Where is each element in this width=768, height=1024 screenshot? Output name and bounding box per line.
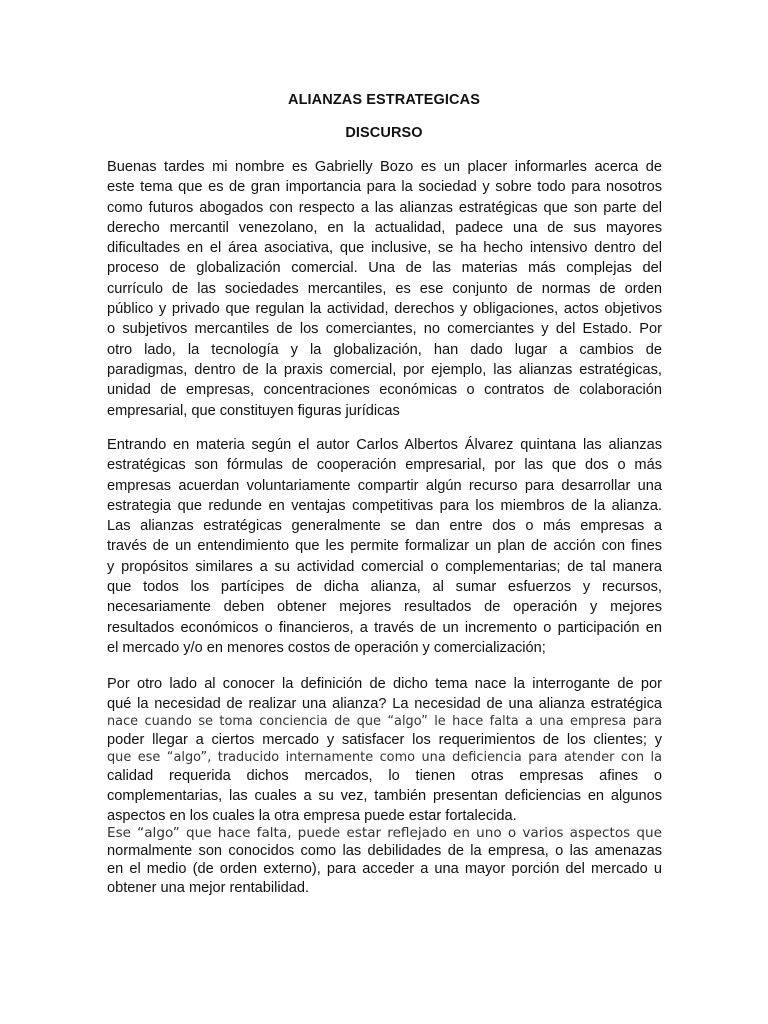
paragraph-line: este tema que es de gran importancia para la sociedad y sobre todo para nosotros xyxy=(107,179,662,196)
paragraph-line: que ese “algo”, traducido internamente como una deficiencia para atender con la xyxy=(107,750,662,766)
paragraph-line: dificultades en el área asociativa, que inclusive, se ha hecho intensivo dentro del xyxy=(107,240,662,257)
paragraph-line: calidad requerida dichos mercados, lo tienen otras empresas afines o xyxy=(107,768,662,785)
paragraph-line: través de un entendimiento que les permite formalizar un plan de acción con fines xyxy=(107,538,662,555)
paragraph-line: estratégicas son fórmulas de cooperación empresarial, por las que dos o más xyxy=(107,457,662,474)
paragraph-line: Por otro lado al conocer la definición de dicho tema nace la interrogante de por xyxy=(107,676,662,692)
paragraph-line: y propósitos similares a su actividad comercial o complementarias; de tal manera xyxy=(107,558,662,575)
paragraph-line: empresarial, que constituyen figuras jurídicas xyxy=(107,402,400,419)
paragraph-line: público y privado que regulan la actividad, derechos y obligaciones, actos objetivos xyxy=(107,301,662,318)
paragraph-line: o subjetivos mercantiles de los comerciantes, no comerciantes y del Estado. Por xyxy=(107,321,662,338)
paragraph-line: otro lado, la tecnología y la globalización, han dado lugar a cambios de xyxy=(107,341,662,358)
paragraph-line: resultados económicos o financieros, a través de un incremento o participación en xyxy=(107,619,662,636)
paragraph-line: aspectos en los cuales la otra empresa puede estar fortalecida. xyxy=(107,807,517,824)
paragraph-line: normalmente son conocidos como las debilidades de la empresa, o las amenazas xyxy=(107,843,662,860)
paragraph-line: en el medio (de orden externo), para acceder a una mayor porción del mercado u xyxy=(107,861,662,878)
paragraph-line: unidad de empresas, concentraciones económicas o contratos de colaboración xyxy=(107,382,662,399)
paragraph-line: proceso de globalización comercial. Una de las materias más complejas del xyxy=(107,260,662,277)
paragraph-line: nace cuando se toma conciencia de que “algo” le hace falta a una empresa para xyxy=(107,713,662,729)
paragraph-line: como futuros abogados con respecto a las alianzas estratégicas que son parte del xyxy=(107,199,662,216)
paragraph-line: qué la necesidad de realizar una alianza? La necesidad de una alianza estratégica xyxy=(107,695,662,712)
paragraph-line: necesariamente deben obtener mejores resultados de operación y mejores xyxy=(107,599,662,616)
paragraph-line: empresas acuerdan voluntariamente compartir algún recurso para desarrollar una xyxy=(107,477,662,494)
paragraph-weaknesses xyxy=(107,824,662,897)
paragraph-line: Ese “algo” que hace falta, puede estar reflejado en uno o varios aspectos que xyxy=(107,825,662,841)
paragraph-line: Buenas tardes mi nombre es Gabrielly Bozo es un placer informarles acerca de xyxy=(107,159,662,175)
paragraph-line: paradigmas, dentro de la praxis comercial, por ejemplo, las alianzas estratégicas, xyxy=(107,361,662,378)
paragraph-line: Las alianzas estratégicas generalmente se dan entre dos o más empresas a xyxy=(107,518,662,535)
document-subtitle: DISCURSO xyxy=(345,125,423,141)
paragraph-line: Entrando en materia según el autor Carlos Albertos Álvarez quintana las alianzas xyxy=(107,437,662,453)
paragraph-line: complementarias, las cuales a su vez, también presentan deficiencias en algunos xyxy=(107,787,662,804)
paragraph-line: obtener una mejor rentabilidad. xyxy=(107,879,310,896)
paragraph-line: el mercado y/o en menores costos de operación y comercialización; xyxy=(107,639,546,656)
paragraph-line: que todos los partícipes de dicha alianza, al sumar esfuerzos y recursos, xyxy=(107,579,662,596)
paragraph-line: poder llegar a ciertos mercado y satisfacer los requerimientos de los clientes; y xyxy=(107,731,662,748)
paragraph-line: estrategia que redunde en ventajas competitivas para los miembros de la alianza. xyxy=(107,497,662,514)
paragraph-definition xyxy=(107,435,662,658)
paragraph-introduction xyxy=(107,157,662,421)
paragraph-line: currículo de las sociedades mercantiles, es ese conjunto de normas de orden xyxy=(107,280,662,297)
document-title: ALIANZAS ESTRATEGICAS xyxy=(288,92,480,108)
paragraph-necessity xyxy=(107,675,662,826)
paragraph-line: derecho mercantil venezolano, en la actualidad, padece una de sus mayores xyxy=(107,219,662,236)
